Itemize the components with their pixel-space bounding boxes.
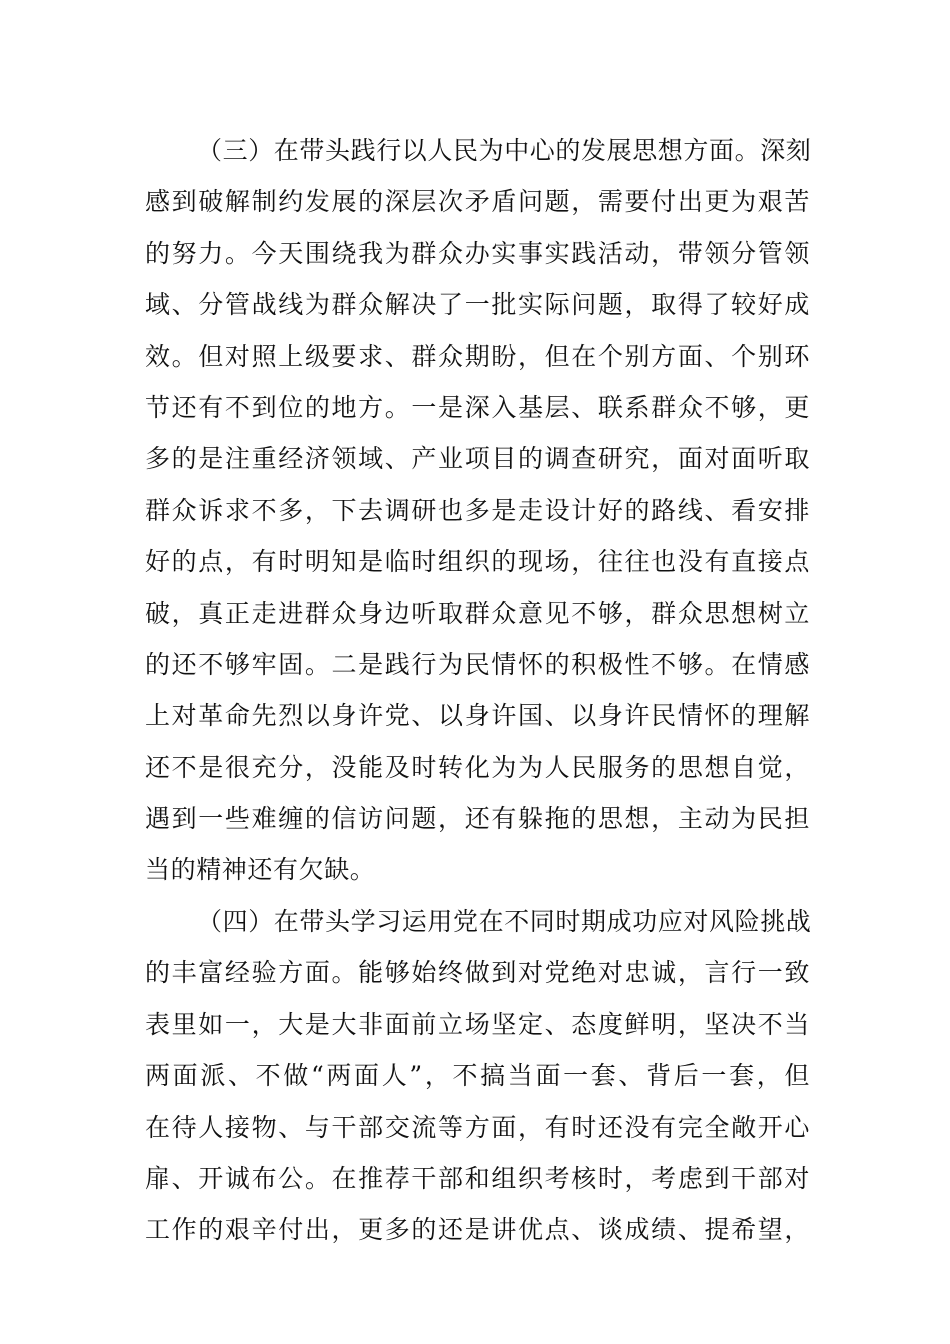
paragraph-line: 的丰富经验方面。能够始终做到对党绝对忠诚，言行一致 — [145, 958, 810, 988]
paragraph-3 — [145, 125, 810, 896]
paragraph-line: 域、分管战线为群众解决了一批实际问题，取得了较好成 — [145, 290, 810, 320]
paragraph-line: （三）在带头践行以人民为中心的发展思想方面。深刻 — [197, 136, 812, 165]
paragraph-line: 破，真正走进群众身边听取群众意见不够，群众思想树立 — [145, 598, 810, 628]
paragraph-line: 群众诉求不多，下去调研也多是走设计好的路线、看安排 — [145, 495, 810, 525]
paragraph-line: 效。但对照上级要求、群众期盼，但在个别方面、个别环 — [145, 341, 810, 371]
paragraph-line: 的还不够牢固。二是践行为民情怀的积极性不够。在情感 — [145, 649, 810, 679]
paragraph-line: 当的精神还有欠缺。 — [145, 855, 376, 885]
paragraph-line: 还不是很充分，没能及时转化为为人民服务的思想自觉， — [145, 752, 810, 782]
paragraph-line: 多的是注重经济领域、产业项目的调查研究，面对面听取 — [145, 444, 810, 474]
paragraph-line: 上对革命先烈以身许党、以身许国、以身许民情怀的理解 — [145, 701, 810, 731]
paragraph-line: 在待人接物、与干部交流等方面，有时还没有完全敞开心 — [145, 1112, 810, 1142]
paragraph-line: 感到破解制约发展的深层次矛盾问题，需要付出更为艰苦 — [145, 187, 810, 217]
paragraph-line: （四）在带头学习运用党在不同时期成功应对风险挑战 — [197, 907, 812, 936]
paragraph-line: 表里如一，大是大非面前立场坚定、态度鲜明，坚决不当 — [145, 1009, 810, 1039]
paragraph-line: 的努力。今天围绕我为群众办实事实践活动，带领分管领 — [145, 238, 810, 268]
paragraph-line: 节还有不到位的地方。一是深入基层、联系群众不够，更 — [145, 392, 810, 422]
paragraph-line: 两面派、不做“两面人”，不搞当面一套、背后一套，但 — [145, 1061, 810, 1091]
paragraph-4 — [145, 896, 810, 1256]
paragraph-line: 工作的艰辛付出，更多的还是讲优点、谈成绩、提希望， — [145, 1215, 810, 1245]
paragraph-line: 好的点，有时明知是临时组织的现场，往往也没有直接点 — [145, 547, 810, 577]
paragraph-line: 扉、开诚布公。在推荐干部和组织考核时，考虑到干部对 — [145, 1163, 810, 1193]
paragraph-line: 遇到一些难缠的信访问题，还有躲拖的思想，主动为民担 — [145, 804, 810, 834]
